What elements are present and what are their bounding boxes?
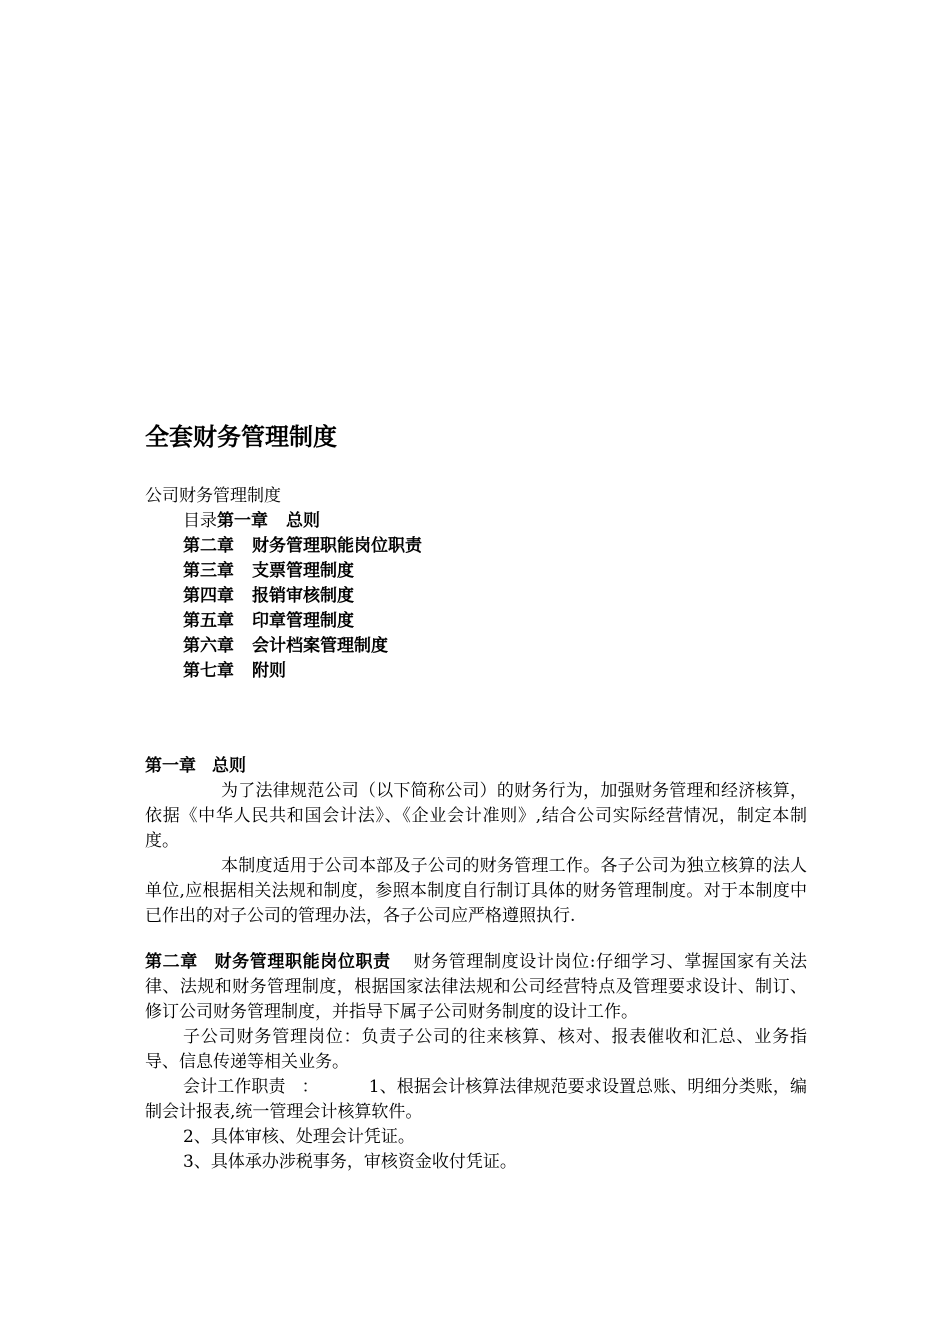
paragraph-text: 财务管理制度设计岗位:仔细学习、掌握国家有关法律、法规和财务管理制度，根据国家法律法规和公司经营特点及管理要求设计、制订、修订公司财务管理制度，并指导下属子公司财务制度的设计工作。 <box>145 952 808 1022</box>
toc-chapter: 第一章 <box>217 511 268 531</box>
section-heading <box>145 754 807 779</box>
toc-chapter-name: 附则 <box>252 661 286 681</box>
section-general-provisions <box>145 754 807 929</box>
toc-item-1 <box>183 509 422 534</box>
toc-chapter-name: 印章管理制度 <box>252 611 354 631</box>
section-chapter: 第一章 <box>145 756 196 776</box>
paragraph: 为了法律规范公司（以下简称公司）的财务行为，加强财务管理和经济核算，依据《中华人民共和国会计法》、《企业会计准则》,结合公司实际经营情况，制定本制度。 <box>145 781 807 851</box>
paragraph: 本制度适用于公司本部及子公司的财务管理工作。各子公司为独立核算的法人单位,应根据相关法规和制度，参照本制度自行制订具体的财务管理制度。对于本制度中已作出的对子公司的管理办法，各子公司应严格遵照执行. <box>145 856 807 926</box>
toc-chapter: 第四章 <box>183 586 234 606</box>
toc-chapter-name: 财务管理职能岗位职责 <box>252 536 422 556</box>
toc-prefix: 目录 <box>183 511 217 531</box>
section-chapter: 第二章 <box>145 952 198 972</box>
toc-chapter: 第三章 <box>183 561 234 581</box>
toc-chapter: 第六章 <box>183 636 234 656</box>
section-chapter-name: 财务管理职能岗位职责 <box>213 952 391 972</box>
paragraph: 2、具体审核、处理会计凭证。 <box>183 1127 415 1147</box>
toc-chapter-name: 总则 <box>286 511 320 531</box>
document-subtitle: 公司财务管理制度 <box>145 486 281 506</box>
paragraph: 3、具体承办涉税事务，审核资金收付凭证。 <box>183 1152 517 1172</box>
paragraph <box>145 1075 807 1125</box>
section-duties <box>145 950 807 1175</box>
toc-item-5 <box>183 609 422 634</box>
document-title: 全套财务管理制度 <box>145 423 337 451</box>
section-chapter-name: 总则 <box>212 756 246 776</box>
toc-chapter: 第七章 <box>183 661 234 681</box>
table-of-contents <box>183 509 422 684</box>
toc-chapter: 第五章 <box>183 611 234 631</box>
paragraph: 子公司财务管理岗位：负责子公司的往来核算、核对、报表催收和汇总、业务指导、信息传递等相关业务。 <box>145 1027 807 1072</box>
toc-item-7 <box>183 659 422 684</box>
duty-colon: ： <box>301 1077 319 1097</box>
paragraph-text: 1、根据会计核算法律规范要求设置总账、明细分类账，编制会计报表,统一管理会计核算软件。 <box>145 1077 807 1122</box>
toc-chapter-name: 会计档案管理制度 <box>252 636 388 656</box>
toc-item-2 <box>183 534 422 559</box>
toc-item-4 <box>183 584 422 609</box>
duty-label: 会计工作职责 <box>183 1077 286 1097</box>
toc-chapter-name: 报销审核制度 <box>252 586 354 606</box>
toc-chapter: 第二章 <box>183 536 234 556</box>
toc-item-3 <box>183 559 422 584</box>
toc-chapter-name: 支票管理制度 <box>252 561 354 581</box>
toc-item-6 <box>183 634 422 659</box>
paragraph <box>145 950 807 1025</box>
